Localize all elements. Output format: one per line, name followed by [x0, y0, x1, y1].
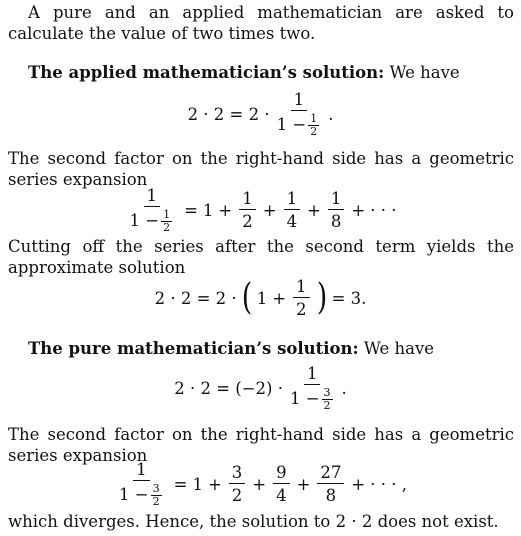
applied-text-1-content: The second factor on the right-hand side has a geometric series expansion [8, 149, 514, 189]
pure-series-term-2-num: 3 [229, 463, 246, 484]
pure-text-1-content: The second factor on the right-hand side has a geometric series expansion [8, 425, 514, 465]
pure-series-term-3-den: 4 [276, 486, 287, 505]
applied-series-term-1: 1 [202, 200, 214, 220]
applied-eq2-num: 1 [293, 277, 310, 298]
pure-series-ellipsis: · · · , [370, 474, 407, 494]
applied-text-1 [8, 148, 514, 190]
applied-eq2-fraction [293, 277, 310, 319]
applied-series-inner-den: 2 [163, 221, 171, 234]
pure-heading: The pure mathematician’s solution: [28, 339, 359, 358]
applied-heading-paragraph [8, 62, 514, 83]
pure-series-lead-num: 1 [133, 460, 150, 481]
pure-series-lead-den [116, 481, 167, 508]
applied-eq1-numerator: 1 [291, 90, 308, 111]
pure-eq1-tail: . [341, 378, 347, 398]
applied-series-lead-fraction [127, 186, 178, 234]
applied-text-2-content: Cutting off the series after the second term yields the approximate solution [8, 237, 514, 277]
applied-eq2-den: 2 [296, 300, 307, 319]
applied-series-inner-num: 1 [163, 208, 171, 221]
applied-series-term-3-den: 4 [286, 212, 298, 231]
applied-series-plus-2: + [262, 200, 277, 220]
pure-series-term-4-num: 27 [317, 463, 344, 484]
pure-eq1-denominator [287, 385, 338, 412]
pure-eq1-den-prefix: 1 − [289, 389, 320, 408]
pure-series-term-3 [273, 463, 290, 505]
pure-series-plus-4: + [351, 474, 366, 494]
pure-eq1-fraction [287, 364, 338, 412]
pure-series [0, 460, 521, 508]
applied-series-equals: = [184, 200, 198, 220]
applied-series-den-prefix: 1 − [129, 211, 160, 230]
applied-series-lead-num: 1 [144, 186, 161, 207]
applied-text-2 [8, 236, 514, 278]
applied-eq2-left-paren: ( [241, 277, 252, 318]
applied-lead: We have [389, 63, 460, 82]
applied-eq2-lhs: 2 · 2 = 2 · [154, 288, 237, 308]
pure-series-plus-3: + [296, 474, 311, 494]
pure-series-plus-1: + [207, 474, 222, 494]
applied-series-term-4-den: 8 [330, 212, 342, 231]
applied-eq1-lhs: 2 · 2 = 2 · [187, 104, 270, 124]
pure-eq1-numerator: 1 [304, 364, 321, 385]
applied-eq2-one: 1 [256, 288, 268, 308]
pure-series-lead-fraction [116, 460, 167, 508]
applied-series-term-3 [284, 189, 301, 231]
pure-series-term-4-den: 8 [325, 486, 337, 505]
applied-series-inner-fraction [161, 209, 172, 234]
applied-eq1-inner-num: 1 [310, 112, 318, 125]
applied-series-term-4-num: 1 [328, 189, 345, 210]
applied-series-term-2-den: 2 [242, 212, 253, 231]
pure-eq1-inner-den: 2 [323, 399, 331, 412]
pure-series-inner-fraction [151, 483, 162, 508]
applied-equation-1 [0, 90, 521, 138]
pure-series-equals: = [173, 474, 188, 494]
applied-series-ellipsis: · · · [370, 200, 397, 220]
intro-text: A pure and an applied mathematician are asked to calculate the value of two times two. [8, 3, 514, 43]
applied-series-term-3-num: 1 [284, 189, 301, 210]
applied-equation-2 [0, 276, 521, 320]
applied-series [0, 186, 521, 234]
applied-eq1-tail: . [328, 104, 334, 124]
pure-heading-paragraph [8, 338, 514, 359]
pure-series-term-4 [317, 463, 344, 505]
applied-eq2-plus: + [272, 288, 287, 308]
pure-conclusion [8, 511, 514, 532]
pure-eq1-lhs: 2 · 2 = (−2) · [174, 378, 283, 398]
applied-series-plus-1: + [218, 200, 233, 220]
pure-series-term-1: 1 [192, 474, 203, 494]
applied-series-plus-3: + [307, 200, 321, 220]
applied-eq2-right-paren: ) [316, 277, 327, 318]
pure-conclusion-text: which diverges. Hence, the solution to 2 · 2 does not exist. [8, 512, 499, 531]
pure-series-inner-den: 2 [152, 495, 160, 508]
applied-series-term-2 [239, 189, 256, 231]
applied-series-plus-4: + [351, 200, 366, 220]
applied-series-lead-den [127, 207, 178, 234]
applied-eq1-den-prefix: 1 − [276, 115, 307, 134]
pure-series-plus-2: + [252, 474, 267, 494]
pure-series-term-2-den: 2 [231, 486, 243, 505]
applied-eq1-denominator [274, 111, 325, 138]
pure-lead: We have [363, 339, 435, 358]
applied-eq2-rhs: = 3. [331, 288, 367, 308]
applied-series-term-2-num: 1 [239, 189, 256, 210]
applied-eq1-inner-fraction [308, 113, 319, 138]
pure-eq1-inner-num: 3 [323, 386, 331, 399]
pure-eq1-inner-fraction [322, 387, 333, 412]
applied-eq1-inner-den: 2 [310, 125, 318, 138]
applied-eq1-fraction [274, 90, 325, 138]
applied-series-term-4 [328, 189, 345, 231]
pure-series-inner-num: 3 [152, 482, 160, 495]
pure-series-term-3-num: 9 [273, 463, 290, 484]
pure-equation-1 [0, 364, 521, 412]
pure-series-term-2 [229, 463, 246, 505]
applied-heading: The applied mathematician’s solution: [28, 63, 385, 82]
pure-series-den-prefix: 1 − [119, 485, 149, 504]
intro-paragraph [8, 2, 514, 44]
